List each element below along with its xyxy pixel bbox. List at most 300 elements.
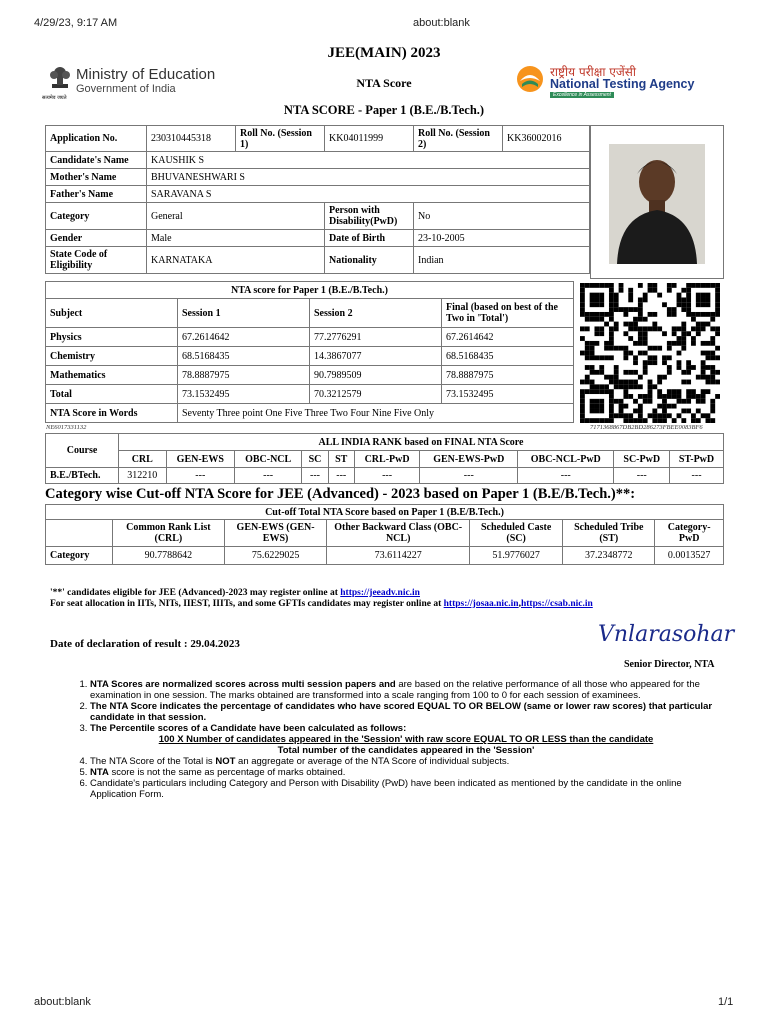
qr-module <box>652 346 657 351</box>
note-jeeadv-text: '**' candidates eligible for JEE (Advanced)-2023 may register online at <box>50 588 341 598</box>
score-table <box>45 281 574 423</box>
qr-module <box>701 293 706 298</box>
qr-module <box>657 293 662 298</box>
qr-module <box>667 413 672 418</box>
dob-value: 23-10-2005 <box>414 230 590 247</box>
qr-module <box>580 413 585 418</box>
qr-module <box>681 380 686 385</box>
qr-module <box>691 341 696 346</box>
qr-module <box>686 365 691 370</box>
qr-module <box>638 394 643 399</box>
qr-module <box>667 346 672 351</box>
qr-module <box>623 404 628 409</box>
qr-module <box>643 341 648 346</box>
rank-col-gen-ews: GEN-EWS <box>166 451 235 468</box>
qr-module <box>677 302 682 307</box>
qr-module <box>672 307 677 312</box>
qr-module <box>677 365 682 370</box>
cutoff-col-st: Scheduled Tribe (ST) <box>563 520 655 547</box>
qr-module <box>662 331 667 336</box>
qr-module <box>614 365 619 370</box>
qr-module <box>686 302 691 307</box>
qr-module <box>599 389 604 394</box>
josaa-link[interactable]: https://josaa.nic.in <box>443 599 519 609</box>
ministry-name: Ministry of Education <box>76 66 216 83</box>
qr-module <box>701 302 706 307</box>
qr-module <box>686 331 691 336</box>
qr-module <box>628 326 633 331</box>
qr-module <box>715 307 720 312</box>
instruction-2-text: The NTA Score indicates the percentage of candidates who have scored EQUAL TO OR BELOW (same or lower raw scores) that particular candidate in that session. <box>90 701 713 723</box>
name-value: KAUSHIK S <box>147 152 590 169</box>
qr-module <box>701 360 706 365</box>
qr-module <box>652 409 657 414</box>
qr-module <box>710 418 715 423</box>
qr-module <box>594 409 599 414</box>
qr-module <box>594 418 599 423</box>
qr-module <box>681 346 686 351</box>
qr-module <box>638 302 643 307</box>
final-score: 73.1532495 <box>442 385 574 404</box>
cutoff-value: 0.0013527 <box>655 547 724 565</box>
instructions <box>72 679 722 800</box>
qr-module <box>701 326 706 331</box>
qr-module <box>623 312 628 317</box>
qr-module <box>609 317 614 322</box>
rank-value: --- <box>302 468 329 484</box>
qr-module <box>662 418 667 423</box>
exam-title: JEE(MAIN) 2023 <box>327 45 441 61</box>
qr-module <box>677 413 682 418</box>
qr-module <box>580 351 585 356</box>
qr-module <box>710 326 715 331</box>
qr-module <box>609 413 614 418</box>
qr-module <box>672 404 677 409</box>
photo-frame <box>590 125 724 279</box>
rank-col-obc-ncl-pwd: OBC-NCL-PwD <box>518 451 614 468</box>
signature: Vnlarasohar <box>598 622 735 647</box>
qr-module <box>619 384 624 389</box>
rank-col-st-pwd: ST-PwD <box>670 451 724 468</box>
qr-module <box>580 312 585 317</box>
course-value: B.E./BTech. <box>46 468 119 484</box>
qr-module <box>696 418 701 423</box>
qr-module <box>643 293 648 298</box>
qr-module <box>677 297 682 302</box>
qr-module <box>599 384 604 389</box>
candidate-table <box>45 125 590 274</box>
qr-module <box>628 351 633 356</box>
qr-module <box>706 365 711 370</box>
qr-module <box>710 370 715 375</box>
qr-module <box>623 394 628 399</box>
rank-value: --- <box>614 468 670 484</box>
subject-name: Chemistry <box>46 347 178 366</box>
qr-module <box>590 293 595 298</box>
cutoff-value: 73.6114227 <box>327 547 470 565</box>
qr-module <box>585 355 590 360</box>
qr-module <box>715 380 720 385</box>
rank-col-sc: SC <box>302 451 329 468</box>
qr-module <box>580 389 585 394</box>
qr-module <box>619 346 624 351</box>
instruction-2 <box>90 701 722 723</box>
qr-module <box>648 413 653 418</box>
qr-module <box>686 307 691 312</box>
qr-module <box>677 360 682 365</box>
cutoff-value: 75.6229025 <box>224 547 327 565</box>
qr-module <box>614 413 619 418</box>
qr-module <box>604 346 609 351</box>
qr-module <box>662 360 667 365</box>
qr-module <box>638 336 643 341</box>
qr-module <box>585 346 590 351</box>
qr-module <box>580 326 585 331</box>
qr-module <box>643 418 648 423</box>
qr-module <box>585 341 590 346</box>
qr-module <box>710 341 715 346</box>
qr-module <box>643 370 648 375</box>
rank-value: --- <box>328 468 354 484</box>
rank-value: --- <box>670 468 724 484</box>
qr-module <box>633 355 638 360</box>
qr-module <box>681 302 686 307</box>
qr-module <box>594 293 599 298</box>
qr-module <box>580 307 585 312</box>
qr-module <box>594 331 599 336</box>
cutoff-value: 51.9776027 <box>469 547 562 565</box>
qr-module <box>648 399 653 404</box>
qr-module <box>619 283 624 288</box>
qr-module <box>681 336 686 341</box>
qr-module <box>633 409 638 414</box>
instruction-4-bold: NOT <box>215 756 236 767</box>
qr-module <box>672 283 677 288</box>
qr-module <box>691 413 696 418</box>
qr-module <box>677 341 682 346</box>
instruction-4-post: an aggregate or average of the NTA Score of individual subjects. <box>235 756 510 767</box>
qr-module <box>638 413 643 418</box>
final-score: 78.8887975 <box>442 366 574 385</box>
qr-module <box>638 409 643 414</box>
emblem-icon <box>48 62 72 98</box>
qr-module <box>633 380 638 385</box>
father-value: SARAVANA S <box>147 186 590 203</box>
qr-module <box>706 418 711 423</box>
exam-subtitle: NTA Score <box>356 76 412 90</box>
qr-module <box>652 326 657 331</box>
qr-module <box>667 404 672 409</box>
dob-label: Date of Birth <box>325 230 414 247</box>
qr-module <box>648 346 653 351</box>
candidate-photo <box>609 144 705 264</box>
qr-module <box>619 409 624 414</box>
session1-score: 67.2614642 <box>178 328 310 347</box>
qr-module <box>628 336 633 341</box>
rank-col-crl: CRL <box>119 451 167 468</box>
instruction-4-pre: The NTA Score of the Total is <box>90 756 216 767</box>
qr-module <box>686 399 691 404</box>
rank-col-gen-ews-pwd: GEN-EWS-PwD <box>420 451 518 468</box>
session2-score: 90.7989509 <box>310 366 442 385</box>
qr-module <box>599 404 604 409</box>
qr-module <box>706 413 711 418</box>
qr-module <box>599 283 604 288</box>
qr-module <box>672 331 677 336</box>
qr-module <box>609 418 614 423</box>
qr-module <box>609 336 614 341</box>
qr-module <box>681 322 686 327</box>
qr-module <box>696 293 701 298</box>
cutoff-col-gen-ews: GEN-EWS (GEN-EWS) <box>224 520 327 547</box>
qr-module <box>652 418 657 423</box>
note-jeeadv <box>50 588 420 598</box>
qr-module <box>648 312 653 317</box>
qr-module <box>585 326 590 331</box>
qr-module <box>594 297 599 302</box>
qr-module <box>715 394 720 399</box>
qr-module <box>594 384 599 389</box>
qr-module <box>662 355 667 360</box>
qr-module <box>677 399 682 404</box>
qr-module <box>628 288 633 293</box>
note-seat-text: For seat allocation in IITs, NITs, IIEST, IIITs, and some GFTIs candidates may register online at <box>50 599 444 609</box>
qr-module <box>619 399 624 404</box>
rank-heading: ALL INDIA RANK based on FINAL NTA Score <box>119 434 724 451</box>
qr-module <box>638 312 643 317</box>
qr-module <box>696 394 701 399</box>
qr-module <box>710 351 715 356</box>
qr-module <box>691 326 696 331</box>
qr-module <box>662 413 667 418</box>
qr-module <box>686 389 691 394</box>
qr-module <box>691 312 696 317</box>
qr-module <box>691 317 696 322</box>
cutoff-value: 90.7788642 <box>113 547 225 565</box>
qr-module <box>706 297 711 302</box>
qr-module <box>701 394 706 399</box>
session2-score: 14.3867077 <box>310 347 442 366</box>
qr-module <box>681 326 686 331</box>
qr-module <box>715 346 720 351</box>
qr-module <box>696 331 701 336</box>
qr-module <box>686 394 691 399</box>
qr-module <box>609 293 614 298</box>
qr-module <box>590 380 595 385</box>
roll2-label: Roll No. (Session 2) <box>414 126 503 152</box>
state-value: KARNATAKA <box>147 247 325 274</box>
qr-module <box>710 365 715 370</box>
qr-module <box>590 399 595 404</box>
qr-module <box>638 375 643 380</box>
qr-module <box>628 370 633 375</box>
qr-module <box>662 404 667 409</box>
qr-module <box>633 341 638 346</box>
qr-module <box>643 394 648 399</box>
qr-module <box>686 380 691 385</box>
qr-module <box>706 355 711 360</box>
qr-module <box>657 404 662 409</box>
qr-module <box>590 302 595 307</box>
application-value: 230310445318 <box>147 126 236 152</box>
qr-module <box>614 384 619 389</box>
qr-module <box>643 399 648 404</box>
score-words-value: Seventy Three point One Five Three Two Four Nine Five Only <box>178 404 574 423</box>
qr-module <box>590 370 595 375</box>
father-label: Father's Name <box>46 186 147 203</box>
qr-module <box>638 297 643 302</box>
qr-module <box>585 365 590 370</box>
qr-module <box>604 322 609 327</box>
qr-module <box>590 418 595 423</box>
qr-module <box>604 341 609 346</box>
qr-module <box>715 302 720 307</box>
instruction-6 <box>90 778 722 800</box>
qr-module <box>710 375 715 380</box>
qr-module <box>662 409 667 414</box>
qr-module <box>585 375 590 380</box>
qr-module <box>686 312 691 317</box>
nta-hindi-name: राष्ट्रीय परीक्षा एजेंसी <box>550 65 637 79</box>
qr-module <box>623 355 628 360</box>
qr-module <box>710 355 715 360</box>
cutoff-heading: Cut-off Total NTA Score based on Paper 1 (B.E/B.Tech.) <box>46 505 724 520</box>
instruction-5-bold: NTA <box>90 767 109 778</box>
qr-module <box>657 326 662 331</box>
qr-module <box>638 341 643 346</box>
qr-module <box>614 293 619 298</box>
qr-module <box>706 389 711 394</box>
qr-module <box>672 394 677 399</box>
qr-module <box>585 351 590 356</box>
instruction-5 <box>90 767 722 778</box>
qr-module <box>609 346 614 351</box>
qr-module <box>672 326 677 331</box>
qr-module <box>604 384 609 389</box>
table-row <box>46 366 574 385</box>
qr-module <box>706 312 711 317</box>
application-label: Application No. <box>46 126 147 152</box>
qr-module <box>594 283 599 288</box>
code-left: NE6017331132 <box>46 424 87 431</box>
qr-module <box>628 384 633 389</box>
qr-module <box>696 409 701 414</box>
qr-module <box>604 375 609 380</box>
formula-numerator: 100 X Number of candidates appeared in the 'Session' with raw score EQUAL TO OR LESS than the candidate <box>158 734 654 745</box>
jeeadv-link[interactable]: https://jeeadv.nic.in <box>340 588 420 598</box>
qr-module <box>633 399 638 404</box>
rank-col-sc-pwd: SC-PwD <box>614 451 670 468</box>
qr-module <box>628 293 633 298</box>
footer-url: about:blank <box>34 996 91 1008</box>
table-row <box>46 385 574 404</box>
link-separator: , <box>518 599 521 609</box>
qr-module <box>590 355 595 360</box>
qr-module <box>715 355 720 360</box>
qr-module <box>609 380 614 385</box>
qr-module <box>681 307 686 312</box>
qr-module <box>657 346 662 351</box>
qr-module <box>614 375 619 380</box>
qr-module <box>609 409 614 414</box>
note-seat-allocation <box>50 599 593 609</box>
rank-value: 312210 <box>119 468 167 484</box>
qr-module <box>652 312 657 317</box>
gender-value: Male <box>147 230 325 247</box>
qr-module <box>681 297 686 302</box>
qr-module <box>614 380 619 385</box>
cutoff-value: 37.2348772 <box>563 547 655 565</box>
qr-module <box>667 341 672 346</box>
csab-link[interactable]: https://csab.nic.in <box>520 599 593 609</box>
qr-module <box>710 409 715 414</box>
section-title: NTA SCORE - Paper 1 (B.E./B.Tech.) <box>283 103 485 117</box>
emblem-caption: सत्यमेव जयते <box>42 95 67 101</box>
pwd-label: Person with Disability(PwD) <box>325 203 414 230</box>
qr-module <box>599 418 604 423</box>
qr-module <box>657 418 662 423</box>
qr-module <box>710 404 715 409</box>
qr-module <box>686 360 691 365</box>
qr-module <box>580 418 585 423</box>
qr-module <box>706 380 711 385</box>
qr-module <box>677 389 682 394</box>
qr-module <box>667 365 672 370</box>
instruction-4 <box>90 756 722 767</box>
score-col-final: Final (based on best of the Two in 'Total') <box>442 299 574 328</box>
qr-module <box>619 307 624 312</box>
qr-module <box>604 312 609 317</box>
instruction-5-text: score is not the same as percentage of marks obtained. <box>108 767 346 778</box>
cutoff-col-sc: Scheduled Caste (SC) <box>469 520 562 547</box>
session1-score: 68.5168435 <box>178 347 310 366</box>
qr-module <box>696 399 701 404</box>
qr-module <box>614 307 619 312</box>
qr-module <box>691 283 696 288</box>
qr-module <box>585 389 590 394</box>
qr-module <box>667 312 672 317</box>
qr-module <box>681 399 686 404</box>
qr-module <box>710 283 715 288</box>
qr-module <box>657 375 662 380</box>
qr-module <box>638 351 643 356</box>
qr-module <box>594 302 599 307</box>
qr-module <box>590 404 595 409</box>
qr-module <box>609 288 614 293</box>
qr-code-icon <box>578 283 722 423</box>
qr-module <box>667 370 672 375</box>
qr-module <box>609 302 614 307</box>
qr-module <box>696 302 701 307</box>
qr-module <box>633 307 638 312</box>
qr-module <box>715 370 720 375</box>
code-right: 7171368867DB2BD286273FBEE0083BF6 <box>590 424 703 431</box>
qr-module <box>701 322 706 327</box>
qr-module <box>643 297 648 302</box>
qr-module <box>677 326 682 331</box>
qr-module <box>715 331 720 336</box>
qr-module <box>609 297 614 302</box>
qr-module <box>706 375 711 380</box>
qr-module <box>594 326 599 331</box>
qr-module <box>599 326 604 331</box>
qr-module <box>696 375 701 380</box>
qr-module <box>594 370 599 375</box>
qr-module <box>652 288 657 293</box>
qr-module <box>594 317 599 322</box>
qr-module <box>580 288 585 293</box>
qr-module <box>580 380 585 385</box>
